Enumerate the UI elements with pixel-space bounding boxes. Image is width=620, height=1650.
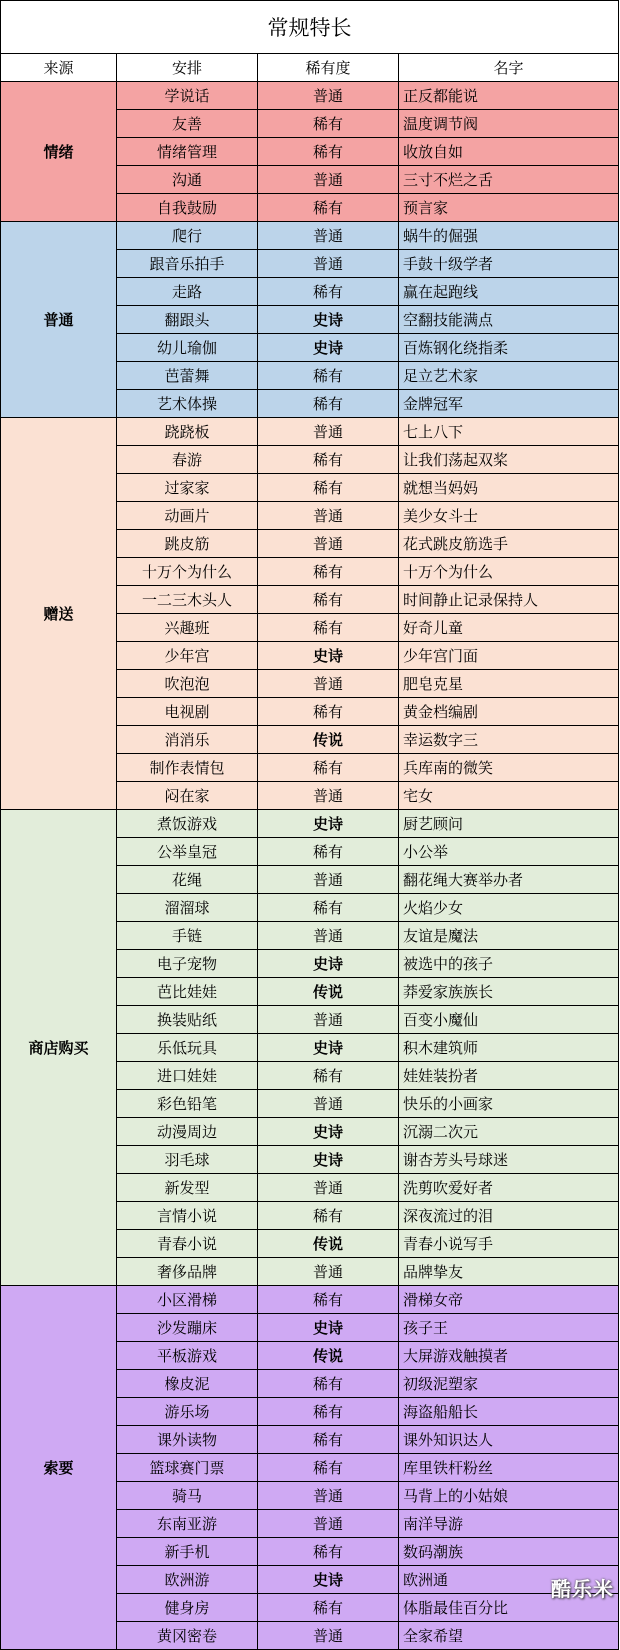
rarity-cell: 稀有: [258, 1454, 399, 1482]
rarity-cell: 稀有: [258, 390, 399, 418]
arrangement-cell: 花绳: [117, 866, 258, 894]
arrangement-cell: 换装贴纸: [117, 1006, 258, 1034]
arrangement-cell: 幼儿瑜伽: [117, 334, 258, 362]
watermark-logo: 酷乐米: [551, 1577, 614, 1601]
name-cell: 预言家: [399, 194, 619, 222]
rarity-cell: 稀有: [258, 362, 399, 390]
rarity-cell: 稀有: [258, 110, 399, 138]
name-cell: 足立艺术家: [399, 362, 619, 390]
name-cell: 让我们荡起双桨: [399, 446, 619, 474]
rarity-cell: 史诗: [258, 306, 399, 334]
rarity-cell: 稀有: [258, 614, 399, 642]
rarity-cell: 普通: [258, 418, 399, 446]
name-cell: 娃娃装扮者: [399, 1062, 619, 1090]
arrangement-cell: 沟通: [117, 166, 258, 194]
name-cell: 全家希望: [399, 1622, 619, 1650]
arrangement-cell: 动漫周边: [117, 1118, 258, 1146]
arrangement-cell: 乐低玩具: [117, 1034, 258, 1062]
rarity-cell: 普通: [258, 1174, 399, 1202]
arrangement-cell: 翻跟头: [117, 306, 258, 334]
arrangement-cell: 电视剧: [117, 698, 258, 726]
rarity-cell: 普通: [258, 866, 399, 894]
rarity-cell: 稀有: [258, 1398, 399, 1426]
arrangement-cell: 小区滑梯: [117, 1286, 258, 1314]
rarity-cell: 史诗: [258, 810, 399, 838]
name-cell: 金牌冠军: [399, 390, 619, 418]
name-cell: 深夜流过的泪: [399, 1202, 619, 1230]
name-cell: 花式跳皮筋选手: [399, 530, 619, 558]
name-cell: 体脂最佳百分比: [399, 1594, 619, 1622]
name-cell: 百变小魔仙: [399, 1006, 619, 1034]
rarity-cell: 稀有: [258, 894, 399, 922]
arrangement-cell: 十万个为什么: [117, 558, 258, 586]
arrangement-cell: 春游: [117, 446, 258, 474]
name-cell: 十万个为什么: [399, 558, 619, 586]
name-cell: 正反都能说: [399, 82, 619, 110]
arrangement-cell: 煮饭游戏: [117, 810, 258, 838]
arrangement-cell: 新手机: [117, 1538, 258, 1566]
rarity-cell: 普通: [258, 82, 399, 110]
name-cell: 肥皂克星: [399, 670, 619, 698]
rarity-cell: 稀有: [258, 1062, 399, 1090]
name-cell: 欧洲通: [399, 1566, 619, 1594]
rarity-cell: 史诗: [258, 1566, 399, 1594]
arrangement-cell: 跟音乐拍手: [117, 250, 258, 278]
arrangement-cell: 游乐场: [117, 1398, 258, 1426]
arrangement-cell: 羽毛球: [117, 1146, 258, 1174]
name-cell: 幸运数字三: [399, 726, 619, 754]
rarity-cell: 普通: [258, 1090, 399, 1118]
table-row: [1, 1286, 619, 1314]
arrangement-cell: 一二三木头人: [117, 586, 258, 614]
column-header-source: 来源: [1, 54, 117, 82]
name-cell: 美少女斗士: [399, 502, 619, 530]
name-cell: 收放自如: [399, 138, 619, 166]
rarity-cell: 传说: [258, 1230, 399, 1258]
rarity-cell: 稀有: [258, 194, 399, 222]
arrangement-cell: 走路: [117, 278, 258, 306]
rarity-cell: 稀有: [258, 1426, 399, 1454]
name-cell: 空翻技能满点: [399, 306, 619, 334]
rarity-cell: 普通: [258, 222, 399, 250]
arrangement-cell: 电子宠物: [117, 950, 258, 978]
rarity-cell: 普通: [258, 166, 399, 194]
rarity-cell: 普通: [258, 1482, 399, 1510]
rarity-cell: 史诗: [258, 642, 399, 670]
arrangement-cell: 沙发蹦床: [117, 1314, 258, 1342]
rarity-cell: 普通: [258, 250, 399, 278]
rarity-cell: 史诗: [258, 1034, 399, 1062]
arrangement-cell: 情绪管理: [117, 138, 258, 166]
arrangement-cell: 兴趣班: [117, 614, 258, 642]
arrangement-cell: 跷跷板: [117, 418, 258, 446]
arrangement-cell: 公举皇冠: [117, 838, 258, 866]
arrangement-cell: 芭蕾舞: [117, 362, 258, 390]
name-cell: 青春小说写手: [399, 1230, 619, 1258]
name-cell: 兵库南的微笑: [399, 754, 619, 782]
name-cell: 少年宫门面: [399, 642, 619, 670]
rarity-cell: 普通: [258, 502, 399, 530]
table-row: [1, 222, 619, 250]
arrangement-cell: 动画片: [117, 502, 258, 530]
table-row: [1, 418, 619, 446]
name-cell: 洗剪吹爱好者: [399, 1174, 619, 1202]
arrangement-cell: 少年宫: [117, 642, 258, 670]
name-cell: 七上八下: [399, 418, 619, 446]
rarity-cell: 普通: [258, 530, 399, 558]
arrangement-cell: 东南亚游: [117, 1510, 258, 1538]
name-cell: 积木建筑师: [399, 1034, 619, 1062]
table-row: [1, 810, 619, 838]
arrangement-cell: 闷在家: [117, 782, 258, 810]
source-cell: 情绪: [1, 82, 117, 222]
rarity-cell: 史诗: [258, 334, 399, 362]
rarity-cell: 稀有: [258, 1594, 399, 1622]
arrangement-cell: 消消乐: [117, 726, 258, 754]
name-cell: 友谊是魔法: [399, 922, 619, 950]
rarity-cell: 普通: [258, 1006, 399, 1034]
arrangement-cell: 友善: [117, 110, 258, 138]
arrangement-cell: 吹泡泡: [117, 670, 258, 698]
rarity-cell: 史诗: [258, 1118, 399, 1146]
source-cell: 商店购买: [1, 810, 117, 1286]
arrangement-cell: 彩色铅笔: [117, 1090, 258, 1118]
table-body: [1, 82, 619, 1650]
rarity-cell: 普通: [258, 782, 399, 810]
arrangement-cell: 跳皮筋: [117, 530, 258, 558]
rarity-cell: 普通: [258, 1622, 399, 1650]
source-cell: 索要: [1, 1286, 117, 1650]
rarity-cell: 普通: [258, 922, 399, 950]
name-cell: 火焰少女: [399, 894, 619, 922]
name-cell: 蜗牛的倔强: [399, 222, 619, 250]
name-cell: 莽爱家族族长: [399, 978, 619, 1006]
arrangement-cell: 过家家: [117, 474, 258, 502]
table-title: 常规特长: [1, 1, 619, 54]
name-cell: 快乐的小画家: [399, 1090, 619, 1118]
name-cell: 海盗船船长: [399, 1398, 619, 1426]
name-cell: 宅女: [399, 782, 619, 810]
arrangement-cell: 学说话: [117, 82, 258, 110]
rarity-cell: 史诗: [258, 1146, 399, 1174]
arrangement-cell: 平板游戏: [117, 1342, 258, 1370]
name-cell: 数码潮族: [399, 1538, 619, 1566]
name-cell: 课外知识达人: [399, 1426, 619, 1454]
rarity-cell: 稀有: [258, 1202, 399, 1230]
rarity-cell: 传说: [258, 1342, 399, 1370]
rarity-cell: 稀有: [258, 754, 399, 782]
rarity-cell: 稀有: [258, 446, 399, 474]
name-cell: 品牌挚友: [399, 1258, 619, 1286]
rarity-cell: 普通: [258, 670, 399, 698]
arrangement-cell: 溜溜球: [117, 894, 258, 922]
name-cell: 三寸不烂之舌: [399, 166, 619, 194]
rarity-cell: 传说: [258, 726, 399, 754]
arrangement-cell: 制作表情包: [117, 754, 258, 782]
name-cell: 手鼓十级学者: [399, 250, 619, 278]
name-cell: 谢杏芳头号球迷: [399, 1146, 619, 1174]
arrangement-cell: 言情小说: [117, 1202, 258, 1230]
name-cell: 温度调节阀: [399, 110, 619, 138]
rarity-cell: 稀有: [258, 1538, 399, 1566]
column-header-name: 名字: [399, 54, 619, 82]
table-row: [1, 82, 619, 110]
arrangement-cell: 爬行: [117, 222, 258, 250]
rarity-cell: 史诗: [258, 1314, 399, 1342]
name-cell: 初级泥塑家: [399, 1370, 619, 1398]
source-cell: 赠送: [1, 418, 117, 810]
name-cell: 百炼钢化绕指柔: [399, 334, 619, 362]
rarity-cell: 稀有: [258, 278, 399, 306]
name-cell: 滑梯女帝: [399, 1286, 619, 1314]
name-cell: 翻花绳大赛举办者: [399, 866, 619, 894]
name-cell: 被选中的孩子: [399, 950, 619, 978]
arrangement-cell: 进口娃娃: [117, 1062, 258, 1090]
rarity-cell: 稀有: [258, 474, 399, 502]
name-cell: 厨艺顾问: [399, 810, 619, 838]
name-cell: 黄金档编剧: [399, 698, 619, 726]
arrangement-cell: 自我鼓励: [117, 194, 258, 222]
header-row: [1, 54, 619, 82]
arrangement-cell: 橡皮泥: [117, 1370, 258, 1398]
column-header-arrangement: 安排: [117, 54, 258, 82]
name-cell: 马背上的小姑娘: [399, 1482, 619, 1510]
name-cell: 沉溺二次元: [399, 1118, 619, 1146]
rarity-cell: 稀有: [258, 1286, 399, 1314]
arrangement-cell: 奢侈品牌: [117, 1258, 258, 1286]
name-cell: 赢在起跑线: [399, 278, 619, 306]
rarity-cell: 稀有: [258, 138, 399, 166]
name-cell: 大屏游戏触摸者: [399, 1342, 619, 1370]
name-cell: 库里铁杆粉丝: [399, 1454, 619, 1482]
arrangement-cell: 骑马: [117, 1482, 258, 1510]
arrangement-cell: 青春小说: [117, 1230, 258, 1258]
arrangement-cell: 篮球赛门票: [117, 1454, 258, 1482]
name-cell: 南洋导游: [399, 1510, 619, 1538]
name-cell: 时间静止记录保持人: [399, 586, 619, 614]
rarity-cell: 稀有: [258, 558, 399, 586]
arrangement-cell: 新发型: [117, 1174, 258, 1202]
name-cell: 小公举: [399, 838, 619, 866]
arrangement-cell: 黄冈密卷: [117, 1622, 258, 1650]
name-cell: 孩子王: [399, 1314, 619, 1342]
rarity-cell: 传说: [258, 978, 399, 1006]
arrangement-cell: 艺术体操: [117, 390, 258, 418]
arrangement-cell: 手链: [117, 922, 258, 950]
source-cell: 普通: [1, 222, 117, 418]
arrangement-cell: 课外读物: [117, 1426, 258, 1454]
rarity-cell: 普通: [258, 1510, 399, 1538]
arrangement-cell: 欧洲游: [117, 1566, 258, 1594]
name-cell: 就想当妈妈: [399, 474, 619, 502]
rarity-cell: 稀有: [258, 698, 399, 726]
rarity-cell: 史诗: [258, 950, 399, 978]
arrangement-cell: 健身房: [117, 1594, 258, 1622]
rarity-cell: 稀有: [258, 1370, 399, 1398]
arrangement-cell: 芭比娃娃: [117, 978, 258, 1006]
rarity-cell: 普通: [258, 1258, 399, 1286]
rarity-cell: 稀有: [258, 586, 399, 614]
rarity-cell: 稀有: [258, 838, 399, 866]
name-cell: 好奇儿童: [399, 614, 619, 642]
column-header-rarity: 稀有度: [258, 54, 399, 82]
